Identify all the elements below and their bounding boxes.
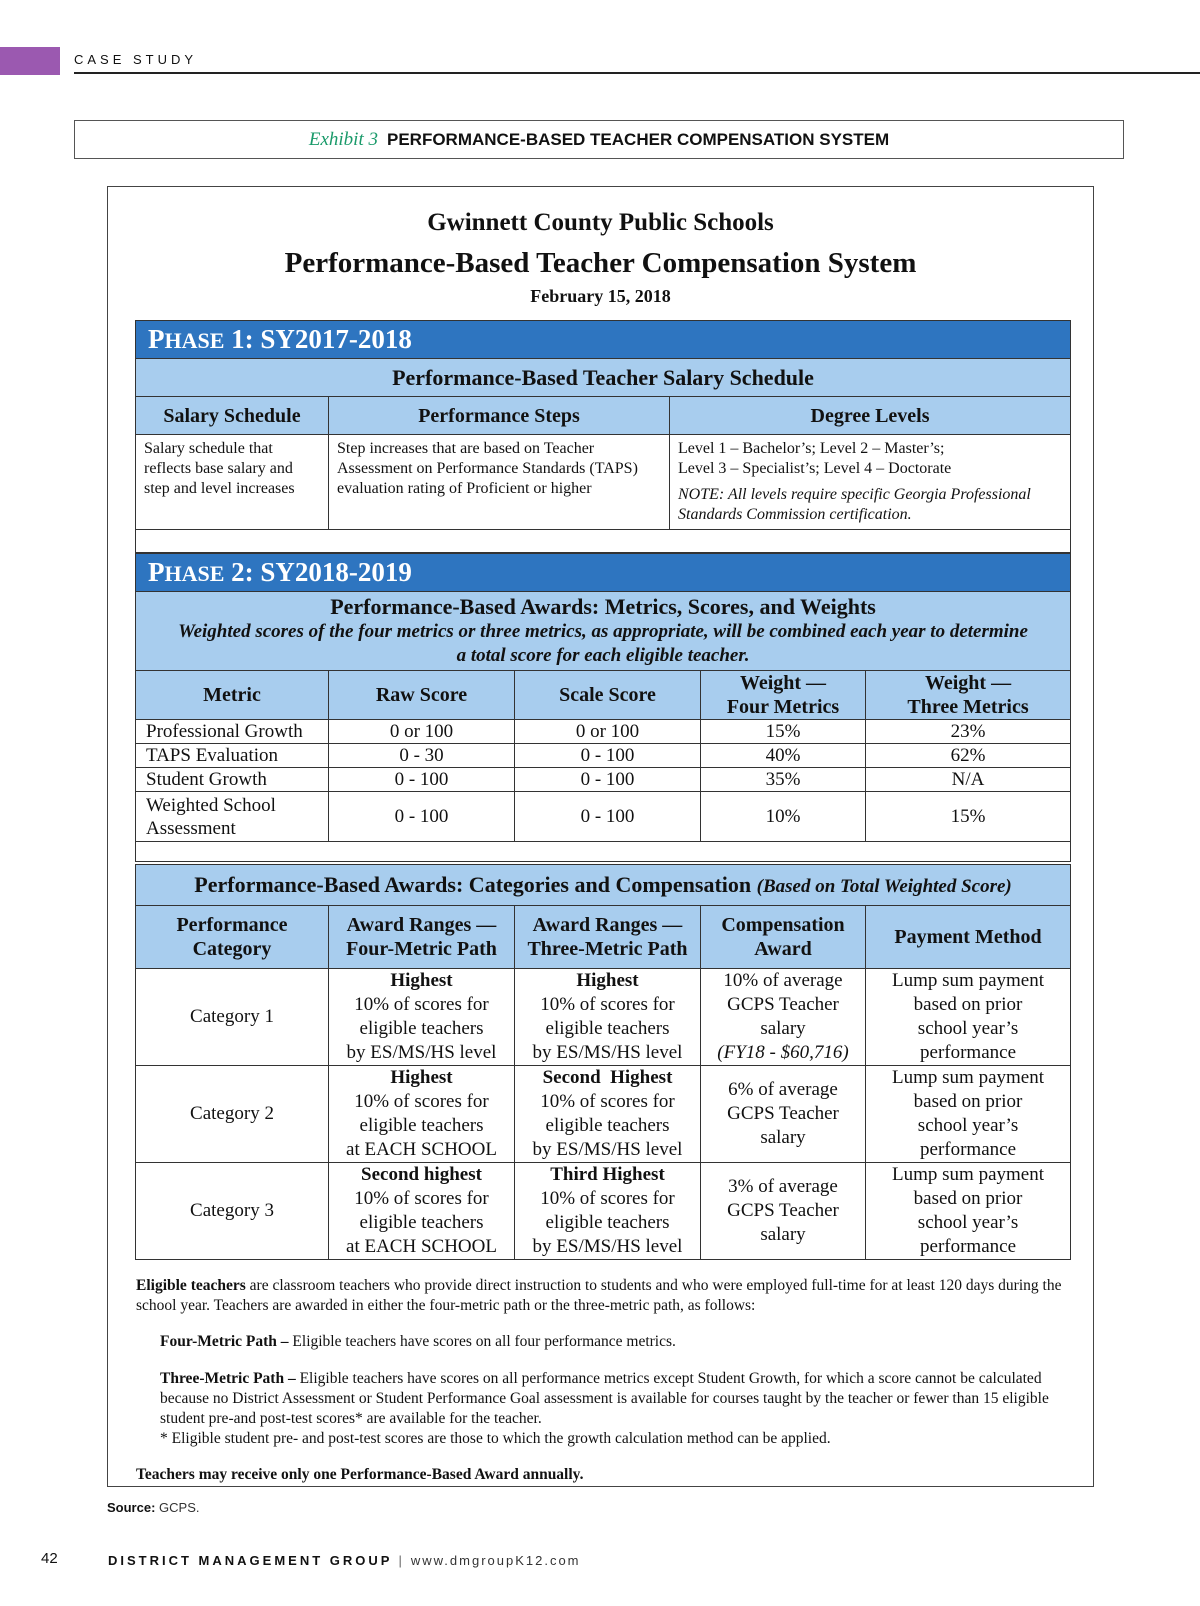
compensation-award: 10% of average GCPS Teacher salary (FY18 - $60,716) [701, 969, 866, 1066]
category-name: Category 2 [136, 1066, 329, 1163]
weight-three: 23% [866, 720, 1071, 744]
raw-score: 0 - 100 [329, 768, 515, 792]
col-header-compensation: Compensation Award [701, 906, 866, 969]
degree-note: NOTE: All levels require specific Georgia Professional Standards Commission certification. [678, 486, 1031, 523]
three-path-range: Highest 10% of scores for eligible teachers by ES/MS/HS level [515, 969, 701, 1066]
table-row [136, 792, 1071, 842]
weight-four: 15% [701, 720, 866, 744]
col-header-performance-steps: Performance Steps [329, 397, 670, 435]
col-header-payment: Payment Method [866, 906, 1071, 969]
header-rule [74, 72, 1200, 74]
raw-score: 0 or 100 [329, 720, 515, 744]
awards-title-cell [136, 865, 1071, 906]
performance-steps-cell: Step increases that are based on Teacher Assessment on Performance Standards (TAPS) evaluation rating of Proficient or higher [329, 435, 670, 530]
payment-method: Lump sum payment based on prior school year’s performance [866, 1163, 1071, 1260]
scale-score: 0 - 100 [515, 744, 701, 768]
metric-name: Professional Growth [136, 720, 329, 744]
compensation-award: 3% of average GCPS Teacher salary [701, 1163, 866, 1260]
four-path-range: Highest 10% of scores for eligible teachers by ES/MS/HS level [329, 969, 515, 1066]
phase2-metrics-table [135, 553, 1071, 862]
three-path-range: Third Highest 10% of scores for eligible teachers by ES/MS/HS level [515, 1163, 701, 1260]
awards-title-note: (Based on Total Weighted Score) [756, 876, 1012, 897]
scale-score: 0 or 100 [515, 720, 701, 744]
table-row [136, 969, 1071, 1066]
weight-four: 35% [701, 768, 866, 792]
section-label: CASE STUDY [74, 52, 198, 67]
col-header-four-path: Award Ranges — Four-Metric Path [329, 906, 515, 969]
four-path-range: Second highest 10% of scores for eligible teachers at EACH SCHOOL [329, 1163, 515, 1260]
salary-schedule-cell: Salary schedule that reflects base salary and step and level increases [136, 435, 329, 530]
scale-score: 0 - 100 [515, 768, 701, 792]
awards-table [135, 864, 1071, 1260]
compensation-award: 6% of average GCPS Teacher salary [701, 1066, 866, 1163]
table-row [136, 1066, 1071, 1163]
raw-score: 0 - 30 [329, 744, 515, 768]
footer-org-name: DISTRICT MANAGEMENT GROUP [108, 1553, 393, 1568]
organization-name: Gwinnett County Public Schools [427, 209, 774, 236]
source-line: Source: GCPS. [107, 1500, 200, 1515]
phase2-subtitle-note: Weighted scores of the four metrics or three metrics, as appropriate, will be combined each year to determine a total score for each eligible teacher. [178, 621, 1028, 666]
payment-method: Lump sum payment based on prior school year’s performance [866, 969, 1071, 1066]
metric-name: Weighted School Assessment [136, 792, 329, 842]
footer-org: DISTRICT MANAGEMENT GROUP | www.dmgroupK12.com [108, 1553, 581, 1568]
section-tab [0, 47, 60, 75]
weight-three: 15% [866, 792, 1071, 842]
exhibit-label: Exhibit 3 [308, 128, 378, 150]
four-path-range: Highest 10% of scores for eligible teachers at EACH SCHOOL [329, 1066, 515, 1163]
weight-four: 40% [701, 744, 866, 768]
exhibit-title: PERFORMANCE-BASED TEACHER COMPENSATION SYSTEM [386, 129, 890, 149]
raw-score: 0 - 100 [329, 792, 515, 842]
weight-four: 10% [701, 792, 866, 842]
phase2-subtitle: Performance-Based Awards: Metrics, Scores, and Weights [330, 594, 876, 619]
col-header-raw-score: Raw Score [329, 671, 515, 720]
col-header-weight-four: Weight — Four Metrics [701, 671, 866, 720]
three-path-range: Second Highest 10% of scores for eligible teachers by ES/MS/HS level [515, 1066, 701, 1163]
phase2-header: PHASE 2: SY2018-2019 [136, 554, 1071, 592]
awards-title: Performance-Based Awards: Categories and Compensation [194, 872, 752, 897]
table-row [136, 744, 1071, 768]
table-row [136, 720, 1071, 744]
degree-line-1: Level 1 – Bachelor’s; Level 2 – Master’s; [678, 440, 945, 457]
metric-name: Student Growth [136, 768, 329, 792]
category-name: Category 3 [136, 1163, 329, 1260]
col-header-metric: Metric [136, 671, 329, 720]
metric-name: TAPS Evaluation [136, 744, 329, 768]
phase1-subtitle: Performance-Based Teacher Salary Schedule [136, 359, 1071, 397]
phase2-subtitle-cell [136, 592, 1071, 671]
weight-three: N/A [866, 768, 1071, 792]
degree-levels-cell [670, 435, 1071, 530]
eligible-teachers-note: Eligible teachers are classroom teachers who provide direct instruction to students and who were employed full-time for at least 120 days during the school year. Teachers are awarded in either the four-metric path or the three-metric path, as follows: [136, 1277, 1062, 1314]
col-header-scale-score: Scale Score [515, 671, 701, 720]
category-name: Category 1 [136, 969, 329, 1066]
scale-score: 0 - 100 [515, 792, 701, 842]
table-row [136, 768, 1071, 792]
col-header-weight-three: Weight — Three Metrics [866, 671, 1071, 720]
table-row [136, 1163, 1071, 1260]
four-metric-path-note: Four-Metric Path – Eligible teachers have scores on all four performance metrics. [160, 1333, 676, 1350]
phase1-table [135, 320, 1071, 553]
weight-three: 62% [866, 744, 1071, 768]
page-number: 42 [41, 1550, 58, 1567]
col-header-three-path: Award Ranges — Three-Metric Path [515, 906, 701, 969]
col-header-salary-schedule: Salary Schedule [136, 397, 329, 435]
document-date: February 15, 2018 [530, 286, 671, 306]
footer-url[interactable]: www.dmgroupK12.com [410, 1553, 581, 1568]
document-title: Performance-Based Teacher Compensation System [284, 247, 917, 279]
phase1-header: PHASE 1: SY2017-2018 [136, 321, 1071, 359]
col-header-category: Performance Category [136, 906, 329, 969]
payment-method: Lump sum payment based on prior school year’s performance [866, 1066, 1071, 1163]
col-header-degree-levels: Degree Levels [670, 397, 1071, 435]
exhibit-title-box [74, 120, 1124, 159]
three-metric-path-note: Three-Metric Path – Eligible teachers have scores on all performance metrics except Student Growth, for which a score cannot be calculated because no District Assessment or Student Performance Goal assessment is available for courses taught by the teacher or fewer than 15 eligible student pre-and post-test scores* are available for the teacher. * Eligible student pre- and post-test scores are those to which the growth calculation method can be applied. [160, 1370, 1049, 1447]
one-award-note: Teachers may receive only one Performance-Based Award annually. [136, 1466, 584, 1483]
degree-line-2: Level 3 – Specialist’s; Level 4 – Doctorate [678, 460, 952, 477]
asterisk-note: * Eligible student pre- and post-test scores are those to which the growth calculation method can be applied. [160, 1430, 831, 1447]
